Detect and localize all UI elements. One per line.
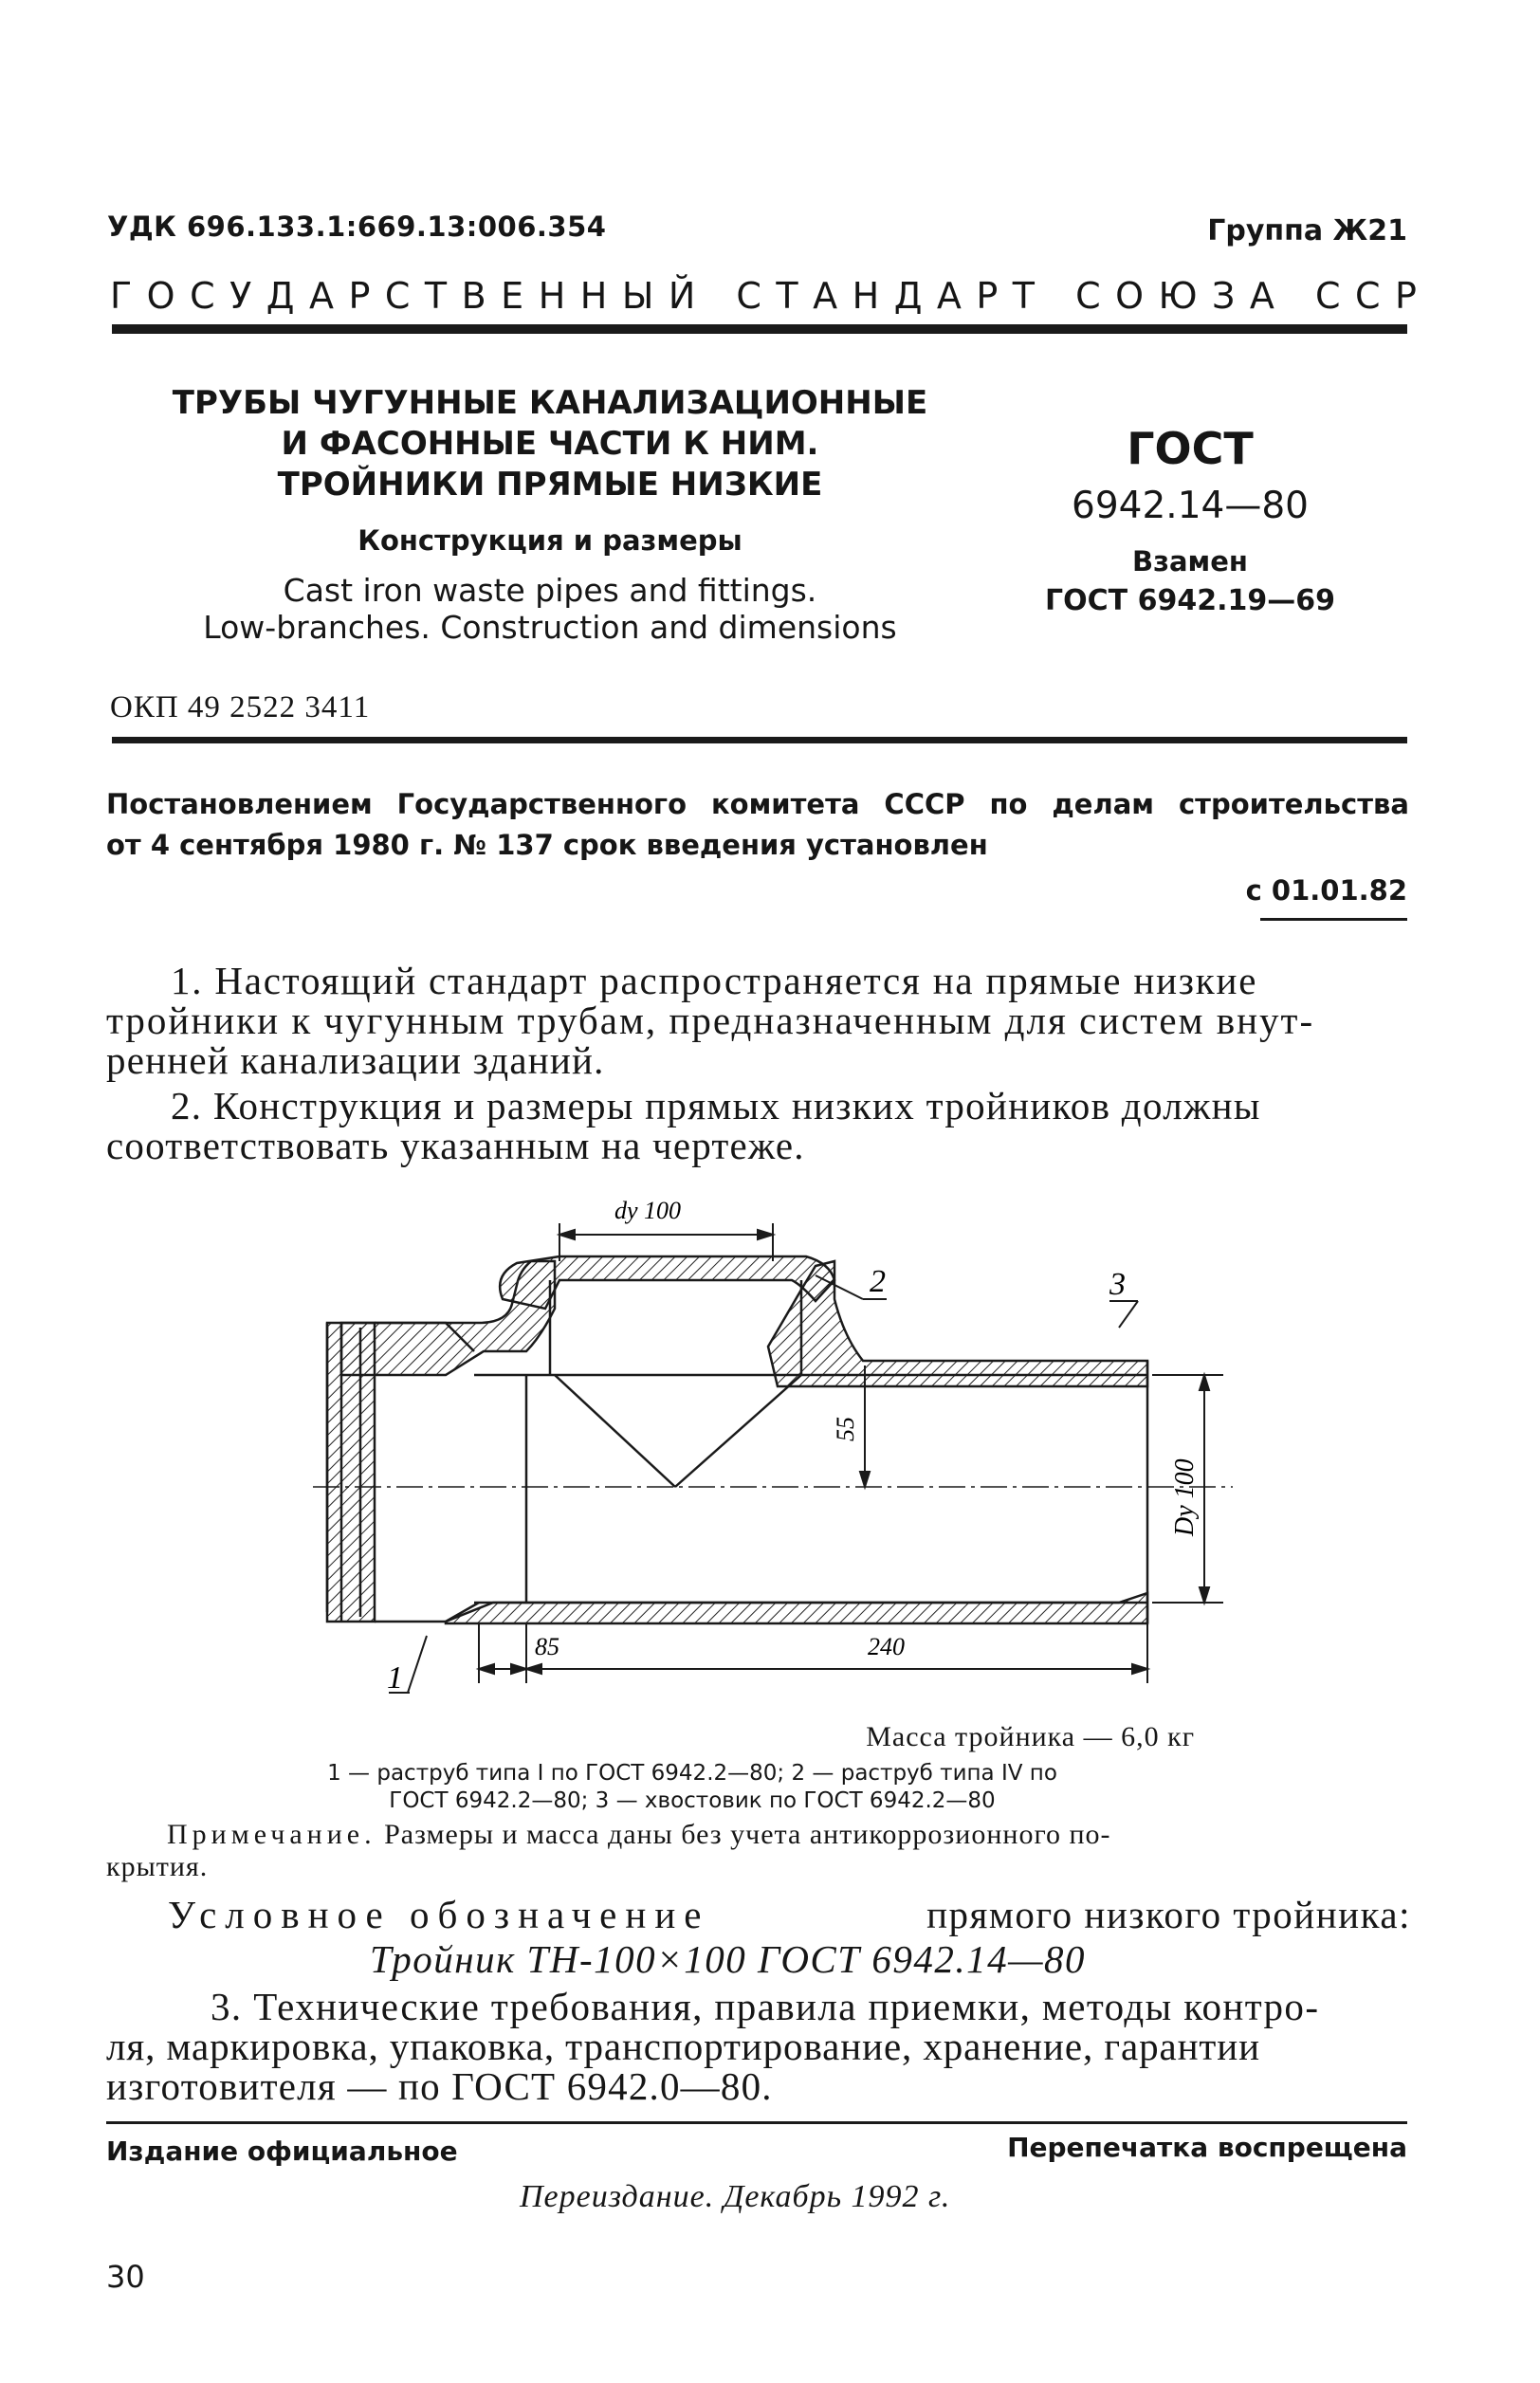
clause-2: 2. Конструкция и размеры прямых низких тройников должны соответствовать указанным на чертеже.: [106, 1084, 1261, 1167]
footer-rule: [106, 2121, 1407, 2124]
reissue-note: Переиздание. Декабрь 1992 г.: [520, 2179, 951, 2214]
title-line-2: И ФАСОННЫЕ ЧАСТИ К НИМ.: [281, 425, 819, 463]
clause-1: 1. Настоящий стандарт распространяется на прямые низкие тройники к чугунным трубам, предназначенным для систем внут- ренней канализации зданий.: [106, 959, 1315, 1082]
tee-mass: Масса тройника — 6,0 кг: [866, 1721, 1195, 1752]
dim-top-label: dy 100: [614, 1197, 682, 1224]
reprint-prohibited: Перепечатка воспрещена: [1007, 2132, 1407, 2163]
okp-code: ОКП 49 2522 3411: [110, 690, 371, 724]
english-title-line-2: Low-branches. Construction and dimensions: [203, 609, 897, 646]
callout-3: 3: [1109, 1267, 1126, 1302]
designation: Условное обозначение прямого низкого тройника:: [168, 1893, 1411, 1936]
replaces-gost: ГОСТ 6942.19—69: [1045, 584, 1335, 617]
designation-label: Условное обозначение: [168, 1893, 710, 1936]
dim-height-label: 55: [832, 1417, 859, 1441]
official-edition: Издание официальное: [106, 2136, 458, 2167]
group-code: Группа Ж21: [1207, 214, 1407, 247]
drawing-legend: 1 — раструб типа I по ГОСТ 6942.2—80; 2 — раструб типа IV по ГОСТ 6942.2—80; 3 — хвостовик по ГОСТ 6942.2—80: [327, 1761, 1057, 1813]
note: Примечание. Размеры и масса даны без учета антикоррозионного по- крытия.: [106, 1819, 1111, 1882]
tee-drawing: [284, 1185, 1252, 1716]
dim-left-label: 85: [535, 1633, 559, 1660]
dim-right-label: 240: [868, 1633, 905, 1660]
header-thick-rule: [112, 324, 1407, 334]
page-number: 30: [106, 2259, 145, 2295]
note-label: Примечание.: [167, 1819, 376, 1850]
clause-3: 3. Технические требования, правила приемки, методы контро- ля, маркировка, упаковка, транспортирование, хранение, гарантии изготовителя — по ГОСТ 6942.0—80.: [106, 1985, 1320, 2108]
udk-code: УДК 696.133.1:669.13:006.354: [107, 211, 607, 243]
state-standard-heading: ГОСУДАРСТВЕННЫЙ СТАНДАРТ СОЮЗА ССР: [110, 275, 1432, 317]
gost-label: ГОСТ: [1127, 423, 1254, 474]
decree-line-1: Постановлением Государственного комитета СССР по делам строительства: [106, 788, 1409, 820]
title-line-3: ТРОЙНИКИ ПРЯМЫЕ НИЗКИЕ: [277, 466, 823, 504]
bottom-wall: [446, 1593, 1147, 1623]
gost-number: 6942.14—80: [1072, 485, 1309, 527]
designation-example: Тройник ТН-100×100 ГОСТ 6942.14—80: [370, 1937, 1087, 1981]
dim-diameter-label: Dy 100: [1170, 1458, 1200, 1536]
effective-date: с 01.01.82: [1245, 874, 1407, 907]
gost-block: [1043, 423, 1337, 617]
decree-line-2: от 4 сентября 1980 г. № 137 срок введения установлен: [106, 829, 988, 861]
left-socket: [327, 1323, 375, 1622]
okp-rule: [112, 737, 1407, 743]
document-subtitle: Конструкция и размеры: [358, 524, 742, 557]
english-title-line-1: Cast iron waste pipes and fittings.: [283, 572, 817, 609]
callout-2: 2: [870, 1264, 886, 1299]
replaces-label: Взамен: [1132, 545, 1248, 577]
title-line-1: ТРУБЫ ЧУГУННЫЕ КАНАЛИЗАЦИОННЫЕ: [172, 384, 928, 422]
english-title: [142, 572, 958, 646]
document-title: [142, 383, 958, 505]
date-underline: [1260, 918, 1407, 921]
callout-1: 1: [387, 1660, 403, 1696]
